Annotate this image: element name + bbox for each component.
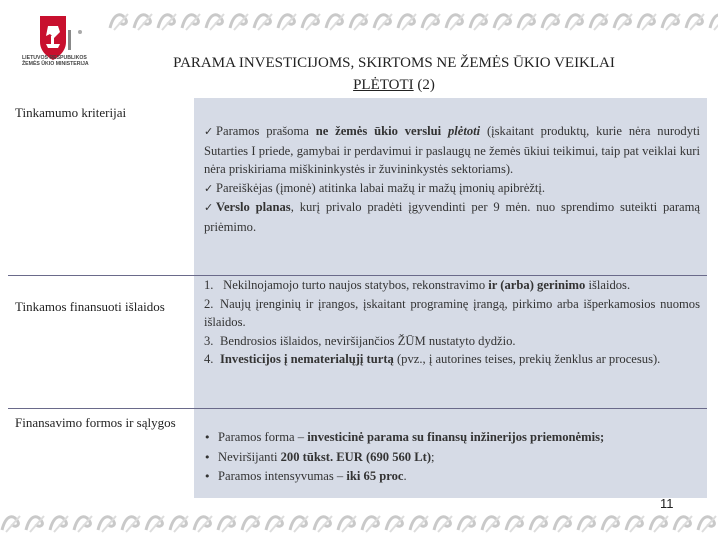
bullet-icon: •: [204, 450, 211, 464]
list-item: [204, 276, 700, 295]
bullet-icon: •: [204, 470, 211, 484]
list-item: [204, 350, 700, 369]
item-text: ir (arba): [488, 278, 534, 292]
row-divider: [8, 408, 707, 409]
list-number: 3.: [204, 333, 214, 348]
item-text: išlaidos.: [585, 278, 631, 292]
title-line1: PARAMA INVESTICIJOMS, SKIRTOMS NE ŽEMĖS ŪKIO VEIKLAI: [173, 55, 615, 71]
item-text: Investicijos į nematerialųjį turtą: [220, 352, 394, 367]
item-text: Naujų įrenginių ir įrangos, įskaitant programinę įrangą, pirkimo arba išperkamosios nuomos išlaidos.: [204, 296, 700, 330]
item-text: (pvz., į autorines teises, prekių ženklus ar procesus).: [393, 352, 661, 367]
item-text: ;: [431, 449, 435, 464]
item-text: (įskaitant produktų, kurie nėra nurodyti Sutarties I priede, gamybai ir perdavimui ir paslaugų ne žemės ūkiui teikimui, taip pat veiklai kuri nėra priskiriama miškininkystės ir žuvininkystės sektoriams).: [204, 124, 700, 177]
item-text: iki 65 proc: [346, 469, 404, 484]
row-body-financing-forms: [204, 428, 700, 487]
title-underlined-word: PLĖTOTI: [353, 77, 414, 93]
row-label-financing-forms: Finansavimo formos ir sąlygos: [15, 415, 176, 430]
decorative-wave-border-bottom: [0, 510, 720, 540]
check-mark-icon: ✓: [204, 201, 214, 215]
slide-title: [104, 52, 684, 96]
check-mark-icon: ✓: [204, 181, 214, 195]
list-number: 2.: [204, 296, 214, 311]
coat-of-arms-logo: [22, 12, 106, 78]
item-text: Neviršijanti: [218, 449, 281, 464]
list-item: [204, 295, 700, 332]
item-text: Paramos intensyvumas –: [218, 469, 347, 484]
item-text: plėtoti: [447, 124, 481, 138]
list-item: [204, 467, 700, 487]
item-text: Paramos prašoma: [216, 124, 316, 138]
list-item: [204, 179, 700, 199]
item-text: Paramos forma –: [218, 430, 308, 444]
bullet-icon: •: [204, 431, 211, 444]
title-suffix: (2): [413, 77, 435, 93]
title-line2: [104, 74, 684, 96]
page-number: 11: [660, 496, 674, 511]
item-text: ne žemės ūkio verslui: [315, 124, 448, 138]
ministry-name: [22, 55, 104, 67]
item-text: , kurį privalo pradėti įgyvendinti per 9 mėn. nuo sprendimo suteikti paramą priėmimo.: [204, 200, 700, 234]
criteria-table: [8, 98, 707, 498]
row-label-eligible-costs: Tinkamos finansuoti išlaidos: [15, 299, 165, 314]
item-text: .: [403, 469, 407, 484]
item-text: Bendrosios išlaidos, neviršijančios ŽŪM nustatyto dydžio.: [220, 333, 516, 348]
check-mark-icon: ✓: [204, 125, 214, 138]
item-text: investicinė parama su finansų inžinerijos priemonėmis;: [307, 430, 605, 444]
list-number: 1.: [204, 278, 214, 292]
list-item: [204, 332, 700, 351]
ministry-name-line1: LIETUVOS RESPUBLIKOS: [22, 55, 87, 61]
item-text: gerinimo: [537, 278, 586, 292]
decorative-wave-border-top: [108, 8, 718, 34]
row-body-eligible-costs: [204, 276, 700, 369]
list-item: [204, 122, 700, 179]
item-text: Verslo planas: [216, 200, 291, 215]
row-body-eligibility: [204, 122, 700, 237]
item-text: Pareiškėjas (įmonė) atitinka labai mažų ir mažų įmonių apibrėžtį.: [216, 180, 546, 195]
list-item: [204, 198, 700, 236]
item-text: Nekilnojamojo turto naujos statybos, rekonstravimo: [220, 278, 489, 292]
item-text: 200 tūkst. EUR (690 560 Lt): [280, 449, 432, 464]
list-item: [204, 448, 700, 468]
ministry-name-line2: ŽEMĖS ŪKIO MINISTERIJA: [22, 61, 89, 67]
row-label-eligibility: Tinkamumo kriterijai: [15, 105, 127, 120]
list-number: 4.: [204, 352, 214, 367]
list-item: [204, 428, 700, 448]
